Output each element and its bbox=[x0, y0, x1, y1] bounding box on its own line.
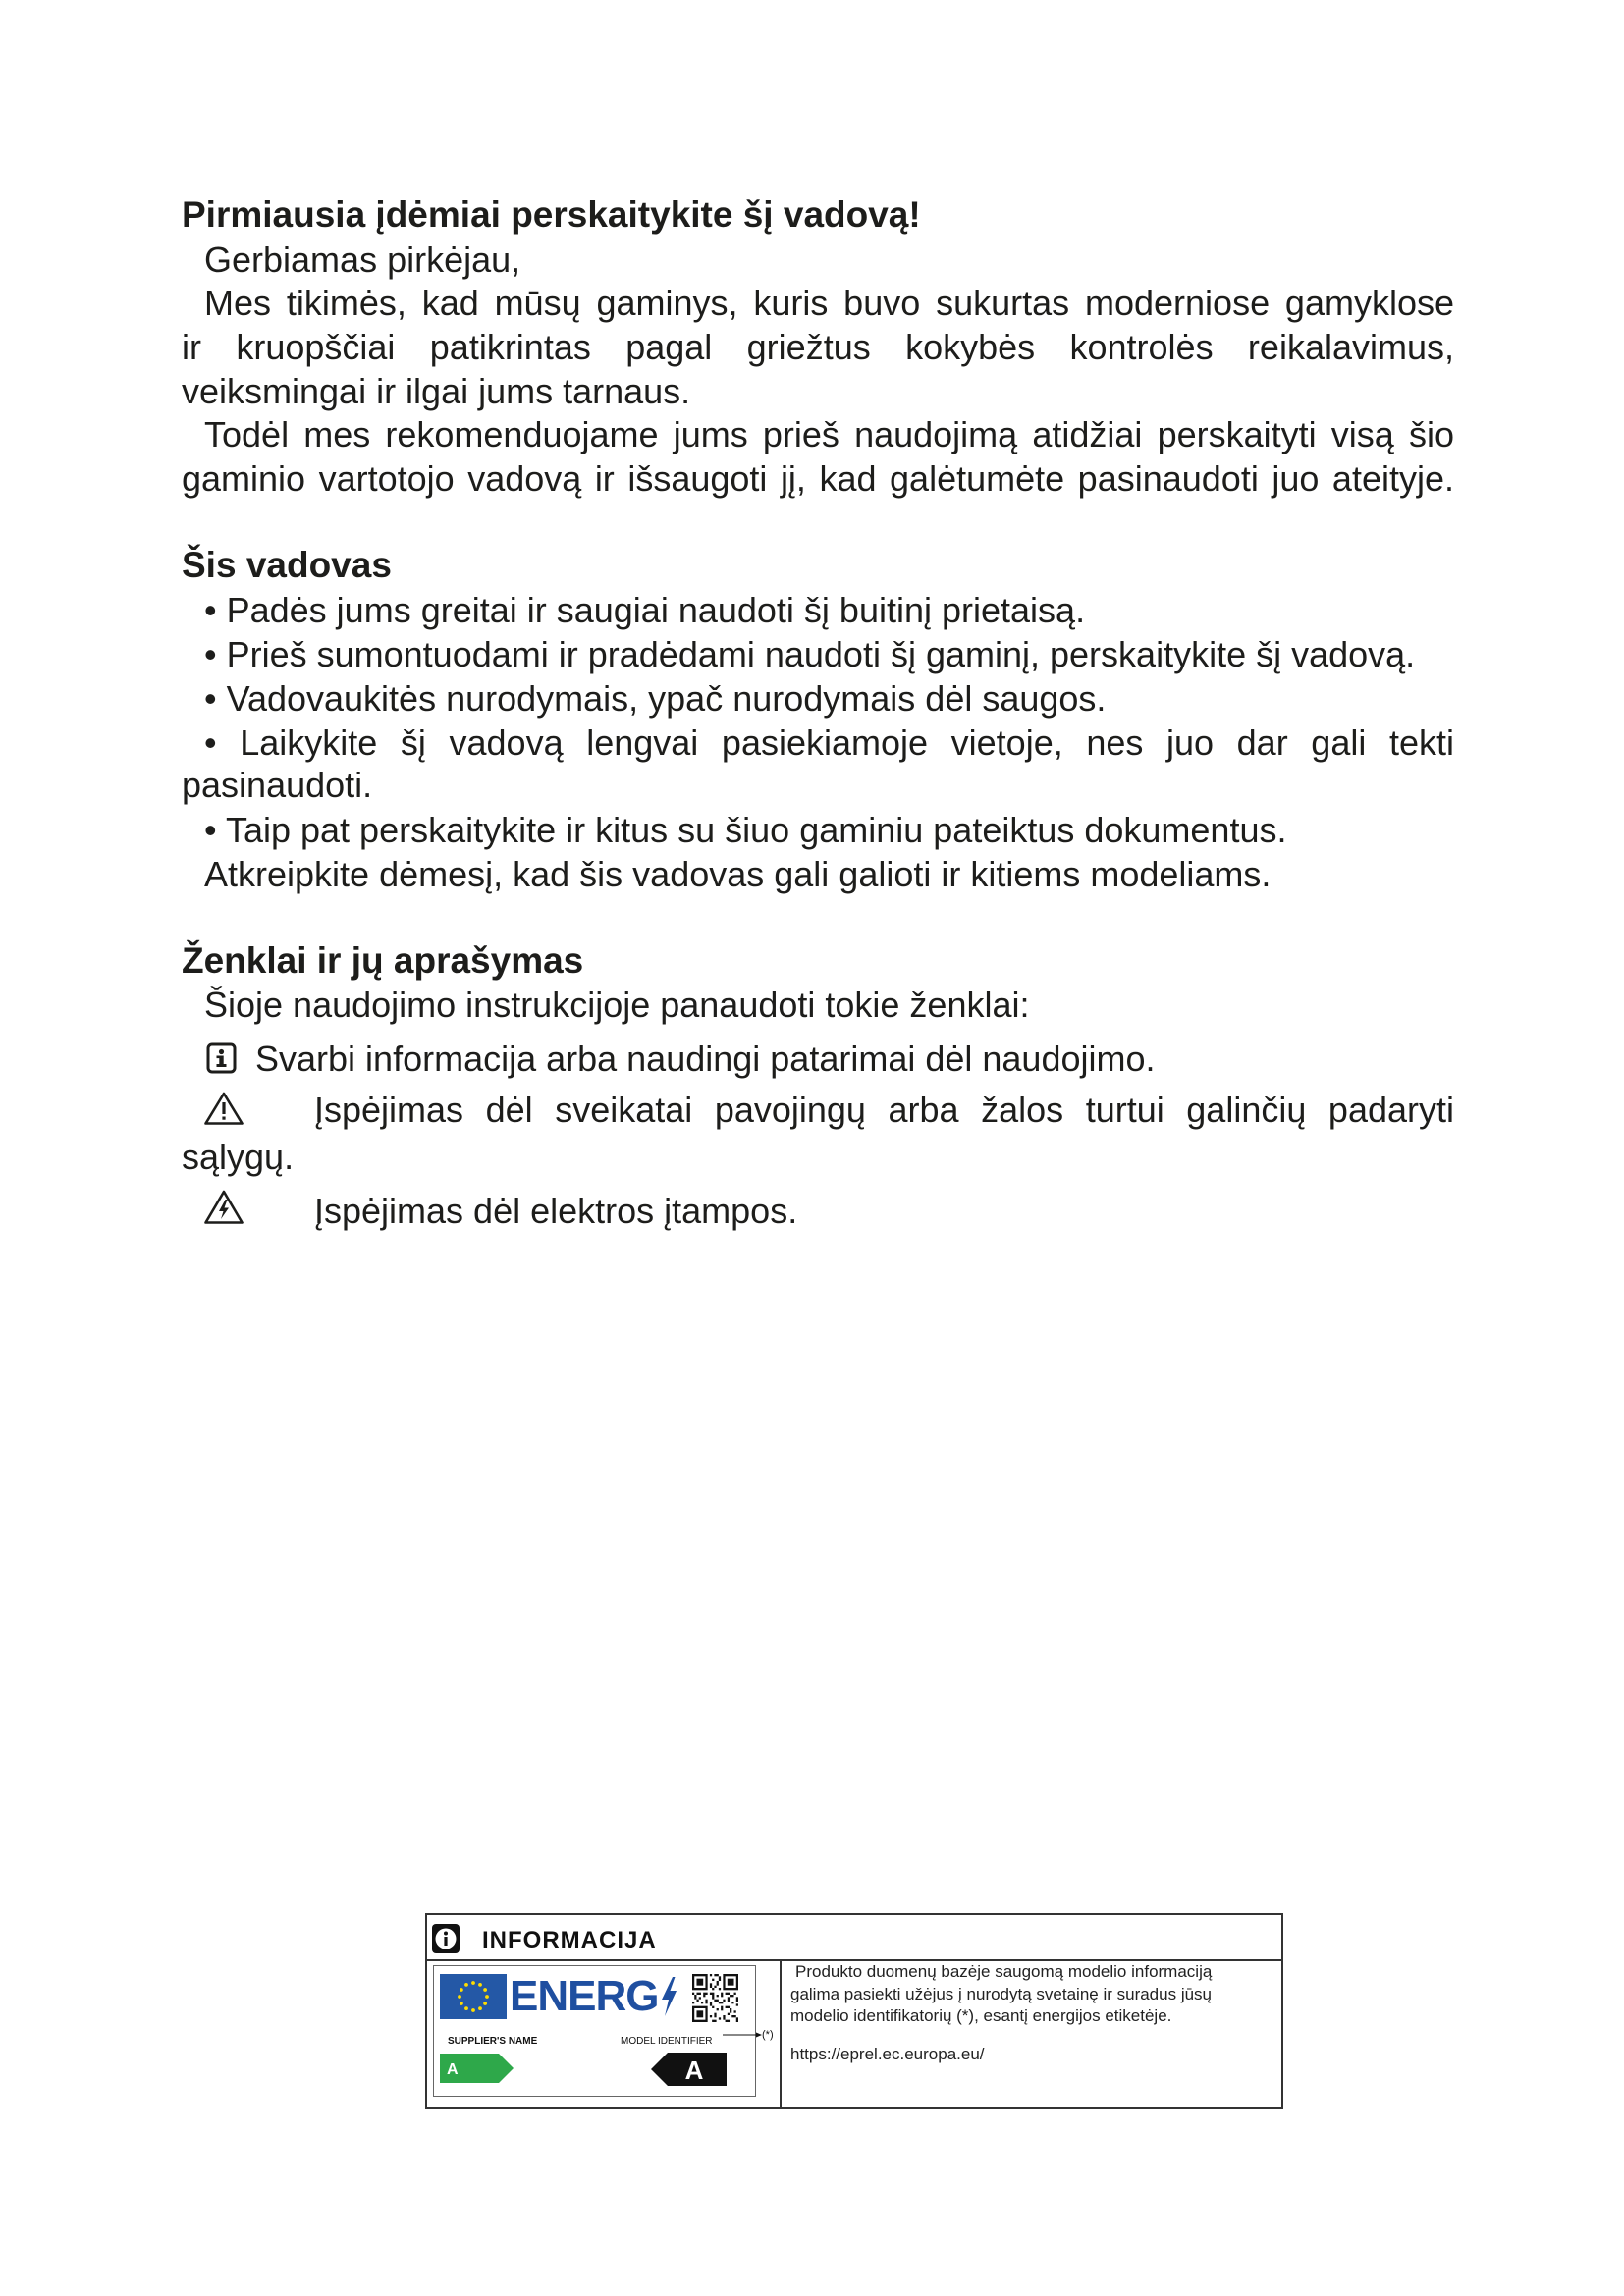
bullet-line: pasinaudoti. bbox=[182, 765, 373, 806]
model-identifier-label: MODEL IDENTIFIER bbox=[621, 2036, 713, 2047]
product-class-letter: A bbox=[684, 2056, 704, 2085]
symbols-heading: Ženklai ir jų aprašymas bbox=[182, 940, 584, 982]
bullet-line: • Prieš sumontuodami ir pradėdami naudoti šį gaminį, perskaitykite šį vadovą. bbox=[204, 633, 1416, 674]
manual-note: Atkreipkite dėmesį, kad šis vadovas gali galioti ir kitiems modeliams. bbox=[204, 853, 1272, 894]
symbol-electric-text: Įspėjimas dėl elektros įtampos. bbox=[314, 1190, 798, 1231]
qr-code-icon bbox=[692, 1974, 738, 2022]
info-box-text-line: modelio identifikatorių (*), esantį energijos etiketėje. bbox=[790, 2006, 1172, 2025]
bullet-line: • Vadovaukitės nurodymais, ypač nurodymais dėl saugos. bbox=[204, 677, 1107, 719]
symbol-warning-text: sąlygų. bbox=[182, 1137, 295, 1178]
eu-flag-icon bbox=[440, 1974, 507, 2019]
model-marker: (*) bbox=[762, 2029, 774, 2041]
intro-line: Gerbiamas pirkėjau, bbox=[204, 240, 521, 280]
info-box-text-line: Produkto duomenų bazėje saugomą modelio informaciją bbox=[795, 1962, 1213, 1981]
bullet-line: • Padės jums greitai ir saugiai naudoti šį buitinį prietaisą. bbox=[204, 589, 1086, 630]
bullet-line: • Laikykite šį vadovą lengvai pasiekiamoje vietoje, nes juo dar gali tekti bbox=[204, 721, 1454, 763]
intro-heading: Pirmiausia įdėmiai perskaitykite šį vadovą! bbox=[182, 193, 921, 235]
lightning-icon bbox=[660, 1977, 677, 2016]
scale-class-letter: A bbox=[447, 2061, 459, 2078]
scale-class-arrow bbox=[440, 2054, 514, 2083]
info-icon bbox=[431, 1923, 460, 1954]
info-box-text-line: galima pasiekti užėjus į nurodytą svetainę ir suradus jūsų bbox=[790, 1984, 1213, 2003]
product-class-arrow bbox=[651, 2053, 727, 2086]
symbol-warning-text: Įspėjimas dėl sveikatai pavojingų arba žalos turtui galinčių padaryti bbox=[314, 1090, 1454, 1131]
symbol-info-text: Svarbi informacija arba naudingi patarimai dėl naudojimo. bbox=[255, 1038, 1156, 1079]
energy-brand: ENERG bbox=[510, 1972, 659, 2020]
intro-line: gaminio vartotojo vadovą ir išsaugoti jį, kad galėtumėte pasinaudoti juo ateityje. bbox=[182, 457, 1454, 499]
eprel-link[interactable]: https://eprel.ec.europa.eu/ bbox=[790, 2045, 985, 2063]
info-box-column-divider bbox=[780, 1960, 782, 2109]
supplier-name-label: SUPPLIER'S NAME bbox=[448, 2036, 538, 2047]
intro-line: ir kruopščiai patikrintas pagal griežtus kokybės kontrolės reikalavimus, bbox=[182, 326, 1454, 367]
warning-icon bbox=[203, 1091, 244, 1126]
info-icon bbox=[206, 1042, 237, 1074]
model-pointer-arrow-icon bbox=[723, 2029, 762, 2039]
intro-line: Mes tikimės, kad mūsų gaminys, kuris buvo sukurtas moderniose gamyklose bbox=[204, 282, 1454, 323]
info-box bbox=[425, 1913, 1283, 2109]
bullet-line: • Taip pat perskaitykite ir kitus su šiuo gaminiu pateiktus dokumentus. bbox=[204, 809, 1287, 850]
symbols-intro: Šioje naudojimo instrukcijoje panaudoti tokie ženklai: bbox=[204, 985, 1030, 1026]
manual-heading: Šis vadovas bbox=[182, 545, 392, 586]
info-box-title: INFORMACIJA bbox=[482, 1927, 657, 1953]
intro-line: veiksmingai ir ilgai jums tarnaus. bbox=[182, 371, 691, 411]
energy-label bbox=[433, 1965, 774, 2097]
electric-warning-icon bbox=[203, 1189, 244, 1225]
intro-line: Todėl mes rekomenduojame jums prieš naudojimą atidžiai perskaityti visą šio bbox=[204, 413, 1454, 454]
